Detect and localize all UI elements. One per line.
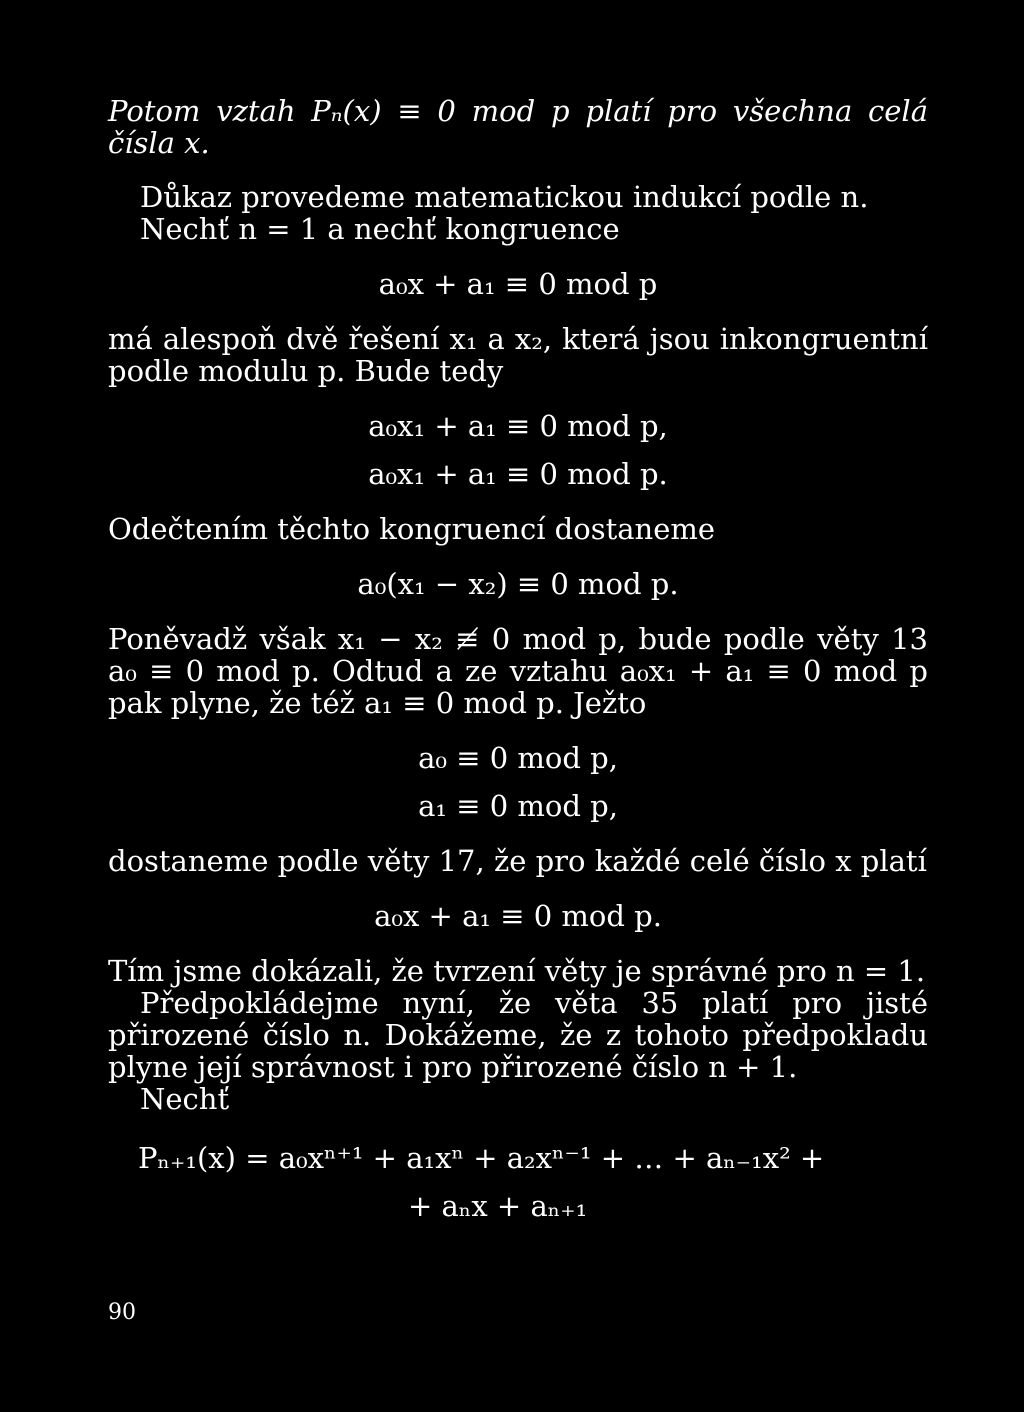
equation-line: + aₙx + aₙ₊₁ <box>408 1189 588 1223</box>
paragraph-let: Nechť <box>140 1082 230 1116</box>
equation-difference: a₀(x₁ − x₂) ≡ 0 mod p. <box>357 567 679 601</box>
paragraph-theorem-17: dostaneme podle věty 17, že pro každé celé číslo x platí <box>108 844 927 878</box>
equation-line: a₁ ≡ 0 mod p, <box>418 789 618 823</box>
paragraph-subtraction: Odečtením těchto kongruencí dostaneme <box>108 512 716 546</box>
equation-line: a₀x₁ + a₁ ≡ 0 mod p. <box>368 457 668 491</box>
paragraph-base-proven: Tím jsme dokázali, že tvrzení věty je správné pro n = 1. <box>108 954 926 988</box>
equation-result: a₀x + a₁ ≡ 0 mod p. <box>374 899 662 933</box>
page-number: 90 <box>108 1300 136 1325</box>
equation-system-2 <box>108 741 928 823</box>
equation-line: a₀x₁ + a₁ ≡ 0 mod p, <box>368 409 668 443</box>
proof-intro: Důkaz provedeme matematickou indukcí podle n. <box>140 180 869 214</box>
theorem-conclusion: Potom vztah Pₙ(x) ≡ 0 mod p platí pro všechna celá čísla x. <box>108 94 928 160</box>
equation-polynomial <box>108 1141 928 1223</box>
proof-base-case-intro: Nechť n = 1 a nechť kongruence <box>140 212 620 246</box>
paragraph-since: Poněvadž však x₁ − x₂ ≢ 0 mod p, bude podle věty 13 a₀ ≡ 0 mod p. Odtud a ze vztahu a₀x₁ + a₁ ≡ 0 mod p pak plyne, že též a₁ ≡ 0 mod p. Ježto <box>108 622 928 720</box>
page-body <box>108 95 928 1223</box>
paragraph-two-solutions: má alespoň dvě řešení x₁ a x₂, která jsou inkongruentní podle modulu p. Bude tedy <box>108 322 928 388</box>
equation-line: Pₙ₊₁(x) = a₀xⁿ⁺¹ + a₁xⁿ + a₂xⁿ⁻¹ + … + aₙ₋₁x² + <box>138 1141 825 1175</box>
paragraph-induction-hypothesis: Předpokládejme nyní, že věta 35 platí pro jisté přirozené číslo n. Dokážeme, že z tohoto předpokladu plyne její správnost i pro přirozené číslo n + 1. <box>108 986 928 1084</box>
equation-line: a₀ ≡ 0 mod p, <box>418 741 618 775</box>
equation-congruence: a₀x + a₁ ≡ 0 mod p <box>378 267 658 301</box>
equation-system-1 <box>108 409 928 491</box>
